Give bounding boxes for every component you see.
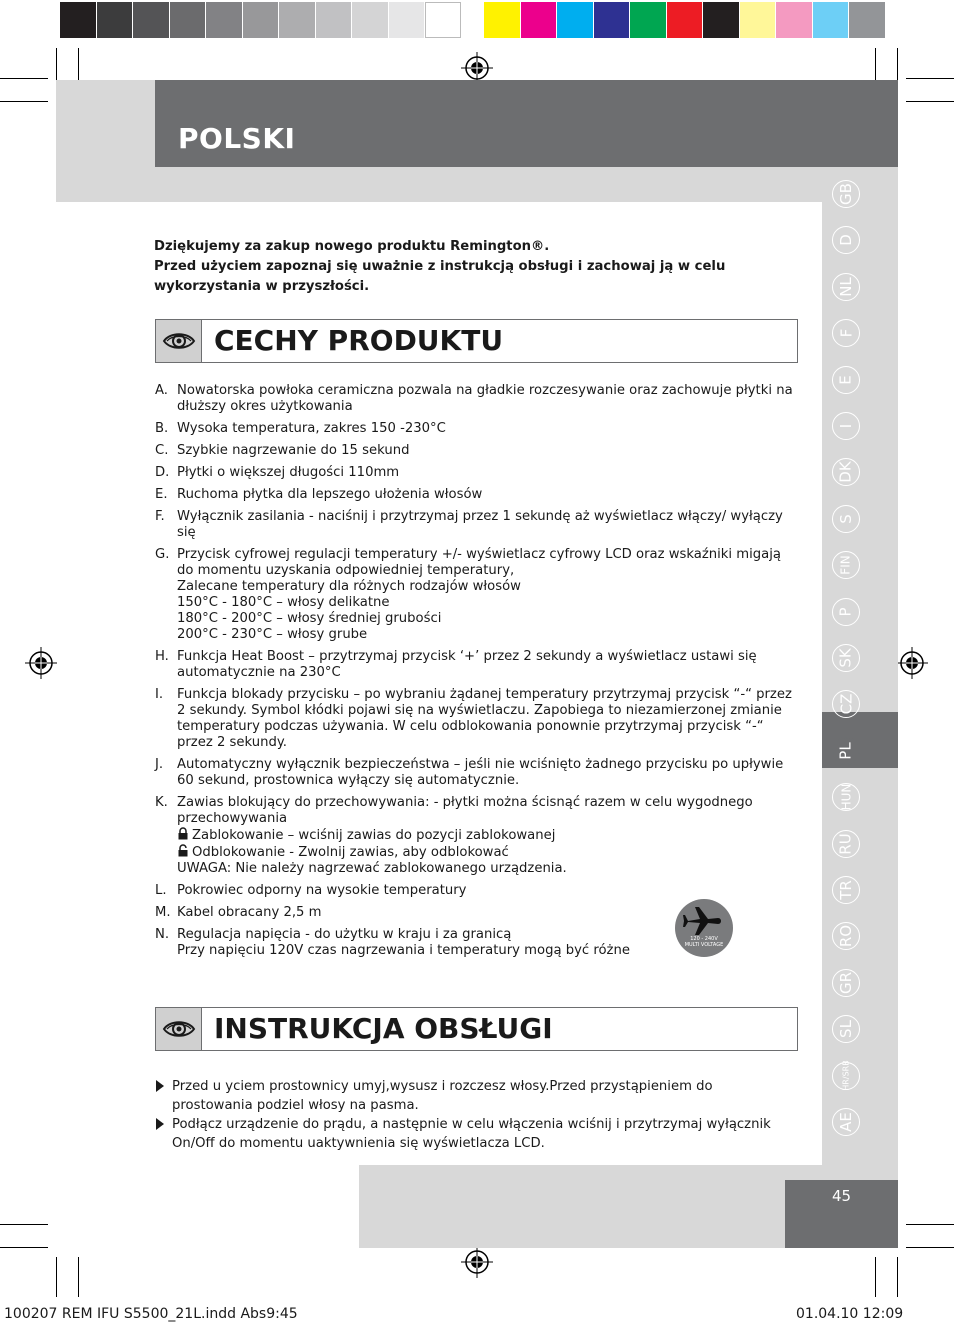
badge-label: MULTI VOLTAGE — [684, 942, 724, 948]
feature-text: Ruchoma płytka dla lepszego ułożenia włosów — [177, 487, 483, 502]
language-tab-label: AE — [837, 1112, 855, 1132]
crop-mark — [0, 101, 48, 102]
crop-mark — [0, 1247, 48, 1248]
language-tab-label: SK — [836, 648, 855, 668]
crop-mark — [897, 1257, 898, 1297]
language-tab-label: PL — [837, 742, 855, 760]
language-tab-label: D — [837, 234, 855, 247]
page-frame-top — [155, 167, 898, 202]
gray-swatch — [133, 2, 169, 38]
language-tab-nl[interactable] — [832, 273, 860, 301]
feature-item — [155, 757, 795, 789]
feature-text: Wysoka temperatura, zakres 150 -230°C — [177, 421, 446, 436]
color-swatch — [557, 2, 593, 38]
feature-text: Nowatorska powłoka ceramiczna pozwala na gładkie rozczesywanie oraz zachowuje płytki na dłuższy okres użytkowania — [177, 383, 793, 414]
feature-letter: M. — [155, 905, 171, 920]
feature-subline-text: 150°C - 180°C – włosy delikatne — [177, 595, 390, 610]
active-language-tab-background — [822, 712, 898, 768]
multi-voltage-badge — [675, 899, 733, 957]
feature-letter: F. — [155, 509, 165, 524]
feature-subline — [177, 844, 795, 861]
bullet-arrow-icon — [156, 1118, 164, 1130]
feature-text: Regulacja napięcia - do użytku w kraju i za granicą — [177, 927, 512, 942]
language-tab-fin[interactable] — [832, 551, 860, 579]
language-tab-label: F — [836, 328, 855, 338]
language-tab-label: DK — [836, 461, 855, 484]
feature-item — [155, 443, 795, 459]
registration-mark-icon — [896, 647, 928, 679]
color-swatch — [740, 2, 776, 38]
feature-subline-text: UWAGA: Nie należy nagrzewać zablokowanego urządzenia. — [177, 861, 567, 876]
gray-swatch — [170, 2, 206, 38]
feature-item — [155, 883, 795, 899]
feature-letter: C. — [155, 443, 169, 458]
section-title: CECHY PRODUKTU — [214, 324, 504, 357]
airplane-icon — [675, 901, 733, 941]
language-tab-label: GB — [836, 183, 855, 205]
language-tab-i[interactable] — [832, 412, 860, 440]
language-tab-gb[interactable] — [832, 180, 860, 208]
gray-swatch — [425, 2, 461, 38]
feature-subline-text: Zalecane temperatury dla różnych rodzajów włosów — [177, 579, 521, 594]
feature-text: Zawias blokujący do przechowywania: - płytki można ścisnąć razem w celu wygodnego przechowywania — [177, 795, 753, 826]
language-tab-hr-srb[interactable] — [832, 1062, 860, 1090]
feature-letter: I. — [155, 687, 164, 702]
feature-item — [155, 421, 795, 437]
feature-item — [155, 465, 795, 481]
color-swatch — [849, 2, 885, 38]
language-tab-label: NL — [836, 277, 855, 297]
lock-icon — [177, 827, 189, 840]
color-swatch — [703, 2, 739, 38]
gray-swatch — [316, 2, 352, 38]
color-swatch — [521, 2, 557, 38]
feature-item — [155, 487, 795, 503]
footer-date-time: 01.04.10 12:09 — [796, 1306, 904, 1322]
language-tab-p[interactable] — [832, 598, 860, 626]
feature-text: Automatyczny wyłącznik bezpieczeństwa – jeśli nie wciśnięto żadnego przycisku po upływie 60 sekund, prostownica wyłączy się automatycznie. — [177, 757, 784, 788]
language-tab-label: CZ — [837, 694, 855, 715]
crop-mark — [78, 1257, 79, 1297]
feature-item — [155, 795, 795, 877]
feature-item — [155, 649, 795, 681]
language-tab-label: P — [836, 607, 855, 617]
language-tab-hun[interactable] — [832, 783, 860, 811]
feature-letter: A. — [155, 383, 168, 398]
feature-letter: H. — [155, 649, 169, 664]
feature-text: Pokrowiec odporny na wysokie temperatury — [177, 883, 467, 898]
color-swatch — [594, 2, 630, 38]
instructions-section-header — [155, 1007, 798, 1051]
feature-subline — [177, 579, 795, 595]
language-tab-label: E — [836, 374, 855, 385]
language-tab-s[interactable] — [832, 505, 860, 533]
crop-mark — [906, 78, 954, 79]
unlock-icon — [177, 844, 189, 857]
feature-text: Przycisk cyfrowej regulacji temperatury +/- wyświetlacz cyfrowy LCD oraz wskaźniki migają do momentu uzyskania odpowiedniej temperatury, — [177, 547, 781, 578]
gray-swatch — [352, 2, 388, 38]
features-list — [155, 383, 795, 965]
color-swatch — [813, 2, 849, 38]
feature-item — [155, 687, 795, 751]
feature-subline-text: Przy napięciu 120V czas nagrzewania i temperatury mogą być różne — [177, 943, 630, 958]
feature-letter: J. — [155, 757, 164, 772]
crop-mark — [906, 101, 954, 102]
crop-mark — [906, 1224, 954, 1225]
feature-text: Szybkie nagrzewanie do 15 sekund — [177, 443, 410, 458]
feature-letter: K. — [155, 795, 168, 810]
crop-mark — [0, 78, 48, 79]
language-tab-label: SL — [836, 1020, 855, 1039]
intro-text — [154, 237, 794, 297]
crop-mark — [56, 1257, 57, 1297]
language-tab-ru[interactable] — [832, 830, 860, 858]
gray-swatch — [60, 2, 96, 38]
feature-subline-text: Odblokowanie - Zwolnij zawias, aby odblokować — [192, 845, 509, 860]
feature-subline — [177, 611, 795, 627]
feature-subline-text: 200°C - 230°C – włosy grube — [177, 627, 368, 642]
instruction-step — [155, 1115, 795, 1153]
language-tab-label: S — [837, 514, 855, 524]
feature-subline — [177, 827, 795, 844]
instruction-step — [155, 1077, 795, 1115]
language-tab-gr[interactable] — [832, 969, 860, 997]
registration-mark-icon — [461, 1246, 493, 1278]
page-title: POLSKI — [178, 122, 296, 155]
feature-subline — [177, 861, 795, 877]
language-tab-label: FIN — [838, 555, 853, 575]
feature-item — [155, 547, 795, 643]
feature-subline — [177, 595, 795, 611]
feature-text: Funkcja Heat Boost – przytrzymaj przycisk ‘+’ przez 2 sekundy a wyświetlacz ustawi się automatycznie na 230°C — [177, 649, 757, 680]
gray-swatch — [243, 2, 279, 38]
eye-icon — [156, 1008, 202, 1050]
gray-swatch — [389, 2, 425, 38]
bullet-arrow-icon — [156, 1080, 164, 1092]
feature-text: Płytki o większej długości 110mm — [177, 465, 400, 480]
gray-swatch — [279, 2, 315, 38]
color-swatch — [630, 2, 666, 38]
instruction-steps — [155, 1077, 795, 1153]
page-number: 45 — [831, 1187, 852, 1205]
page-frame-top — [56, 80, 155, 202]
registration-mark-icon — [25, 647, 57, 679]
instruction-step-text: Przed u yciem prostownicy umyj,wysusz i rozczesz włosy.Przed przystąpieniem do prostowania podziel włosy na pasma. — [172, 1079, 713, 1113]
language-tab-e[interactable] — [832, 366, 860, 394]
intro-line: Dziękujemy za zakup nowego produktu Remington®. — [154, 239, 550, 254]
feature-text: Wyłącznik zasilania - naciśnij i przytrzymaj przez 1 sekundę aż wyświetlacz włączy/ wyłączy się — [177, 509, 783, 540]
language-tab-label: RU — [837, 832, 855, 855]
gray-swatch — [97, 2, 133, 38]
language-tab-label: TR — [837, 880, 855, 900]
feature-letter: G. — [155, 547, 170, 562]
language-tab-sk[interactable] — [832, 644, 860, 672]
features-section-header — [155, 319, 798, 363]
footer-file-info: 100207 REM IFU S5500_21L.indd Abs9:45 — [4, 1306, 298, 1322]
crop-mark — [906, 1247, 954, 1248]
color-swatch — [484, 2, 520, 38]
feature-subline — [177, 627, 795, 643]
feature-subline-text: Zablokowanie – wciśnij zawias do pozycji zablokowanej — [192, 828, 556, 843]
feature-text: Funkcja blokady przycisku – po wybraniu żądanej temperatury przytrzymaj przycisk “-“ przez 2 sekundy. Symbol kłódki pojawi się na wyświetlaczu. Zapobiega to niezamierzonej zmianie temperatury podczas używania. W celu odblokowania ponownie przytrzymaj przycisk “-“ przez 2 sekundy. — [177, 687, 792, 750]
color-swatch — [776, 2, 812, 38]
gray-swatch — [206, 2, 242, 38]
language-tab-label: GR — [836, 971, 855, 994]
feature-letter: L. — [155, 883, 167, 898]
page-frame-right — [822, 167, 898, 1165]
intro-line: Przed użyciem zapoznaj się uważnie z instrukcją obsługi i zachowaj ją w celu wykorzystania w przyszłości. — [154, 259, 726, 294]
language-tab-sl[interactable] — [832, 1015, 860, 1043]
feature-letter: B. — [155, 421, 169, 436]
crop-mark — [875, 1257, 876, 1297]
feature-item — [155, 509, 795, 541]
language-tab-ae[interactable] — [832, 1108, 860, 1136]
section-title: INSTRUKCJA OBSŁUGI — [214, 1012, 553, 1045]
crop-mark — [0, 1224, 48, 1225]
color-swatch — [667, 2, 703, 38]
badge-voltage: 120 - 240V — [690, 936, 718, 942]
feature-letter: N. — [155, 927, 170, 942]
language-tab-label: RO — [836, 925, 855, 948]
feature-letter: D. — [155, 465, 170, 480]
language-tab-label: I — [837, 423, 855, 429]
language-tab-pl[interactable] — [832, 737, 860, 765]
language-tab-f[interactable] — [832, 319, 860, 347]
instruction-step-text: Podłącz urządzenie do prądu, a następnie w celu włączenia wciśnij i przytrzymaj wyłącznik On/Off do momentu uaktywnienia się wyświetlacza LCD. — [172, 1117, 771, 1151]
eye-icon — [156, 320, 202, 362]
language-tab-label: HR/SRB — [841, 1060, 851, 1091]
feature-item — [155, 383, 795, 415]
feature-subline-text: 180°C - 200°C – włosy średniej grubości — [177, 611, 442, 626]
feature-letter: E. — [155, 487, 168, 502]
language-tab-label: HUN — [839, 783, 854, 811]
feature-text: Kabel obracany 2,5 m — [177, 905, 322, 920]
language-tab-tr[interactable] — [832, 876, 860, 904]
